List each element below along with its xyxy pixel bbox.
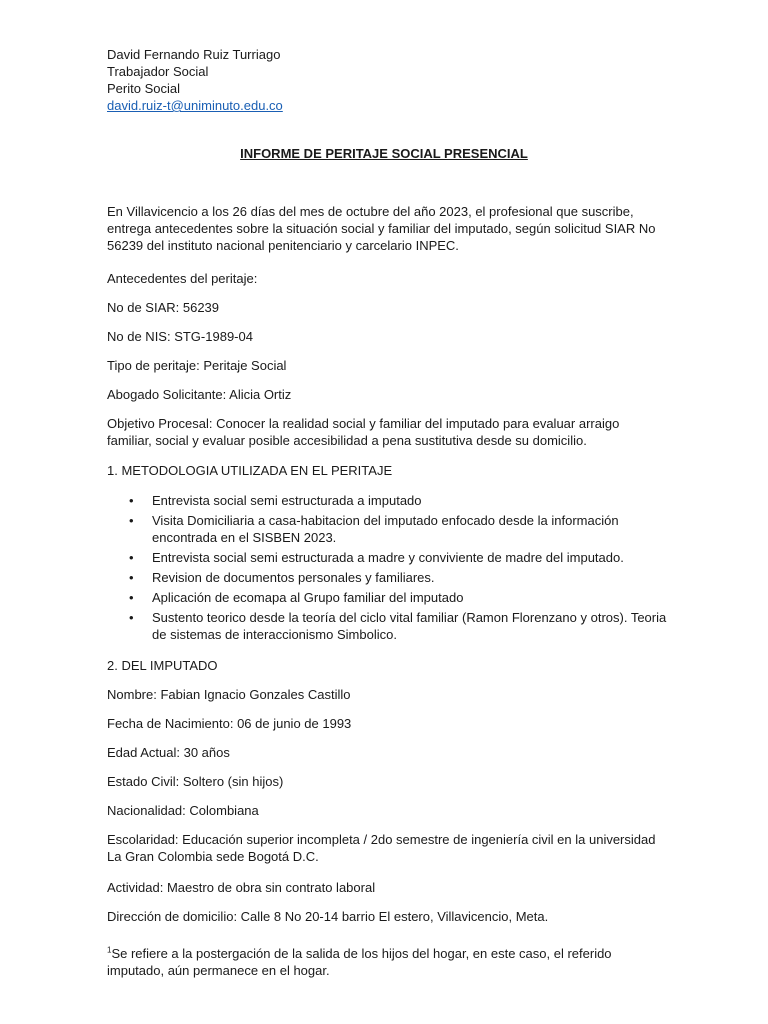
list-item: • Sustento teorico desde la teoría del ciclo vital familiar (Ramon Florenzano y otros). Teoria de sistemas de interaccionismo Simbolico. <box>107 609 667 643</box>
imputado-actividad: Actividad: Maestro de obra sin contrato laboral <box>107 880 376 895</box>
methodology-list <box>107 492 667 643</box>
imputado-edad: Edad Actual: 30 años <box>107 745 230 760</box>
author-email-link[interactable]: david.ruiz-t@uniminuto.edu.co <box>107 98 283 113</box>
author-header <box>107 46 667 114</box>
intro-text: En Villavicencio a los 26 días del mes de octubre del año 2023, el profesional que suscribe, entrega antecedentes sobre la situación social y familiar del imputado, según solicitud SIAR No 56239 del instituto nacional penitenciario y carcelario INPEC. <box>107 204 656 253</box>
imputado-nacionalidad: Nacionalidad: Colombiana <box>107 803 259 818</box>
list-item: • Revision de documentos personales y familiares. <box>107 569 667 586</box>
imputado-nombre: Nombre: Fabian Ignacio Gonzales Castillo <box>107 687 351 702</box>
imputado-escolaridad: Escolaridad: Educación superior incompleta / 2do semestre de ingeniería civil en la universidad La Gran Colombia sede Bogotá D.C. <box>107 832 656 864</box>
document-title: INFORME DE PERITAJE SOCIAL PRESENCIAL <box>240 146 528 161</box>
author-role: Trabajador Social <box>107 64 209 79</box>
imputado-nacimiento: Fecha de Nacimiento: 06 de junio de 1993 <box>107 716 352 731</box>
objetivo-procesal: Objetivo Procesal: Conocer la realidad social y familiar del imputado para evaluar arraigo familiar, social y evaluar posible accesibilidad a pena sustitutiva desde su domicilio. <box>107 416 620 448</box>
author-name: David Fernando Ruiz Turriago <box>107 47 281 62</box>
imputado-direccion: Dirección de domicilio: Calle 8 No 20-14 barrio El estero, Villavicencio, Meta. <box>107 909 549 924</box>
author-role-secondary: Perito Social <box>107 81 180 96</box>
siar-number: No de SIAR: 56239 <box>107 300 220 315</box>
section-heading-metodologia: 1. METODOLOGIA UTILIZADA EN EL PERITAJE <box>107 463 393 478</box>
imputado-estado-civil: Estado Civil: Soltero (sin hijos) <box>107 774 284 789</box>
intro-paragraph <box>107 203 667 254</box>
nis-number: No de NIS: STG-1989-04 <box>107 329 253 344</box>
footnote-marker: 1 <box>107 945 112 955</box>
list-item: • Aplicación de ecomapa al Grupo familiar del imputado <box>107 589 667 606</box>
antecedentes-label: Antecedentes del peritaje: <box>107 271 258 286</box>
footnote <box>107 945 667 979</box>
list-item: • Entrevista social semi estructurada a madre y conviviente de madre del imputado. <box>107 549 667 566</box>
footnote-text: Se refiere a la postergación de la salida de los hijos del hogar, en este caso, el referido imputado, aún permanece en el hogar. <box>107 946 612 978</box>
list-item: • Entrevista social semi estructurada a imputado <box>107 492 667 509</box>
tipo-peritaje: Tipo de peritaje: Peritaje Social <box>107 358 287 373</box>
section-heading-imputado: 2. DEL IMPUTADO <box>107 658 218 673</box>
abogado-solicitante: Abogado Solicitante: Alicia Ortiz <box>107 387 292 402</box>
list-item: • Visita Domiciliaria a casa-habitacion del imputado enfocado desde la información encontrada en el SISBEN 2023. <box>107 512 667 546</box>
